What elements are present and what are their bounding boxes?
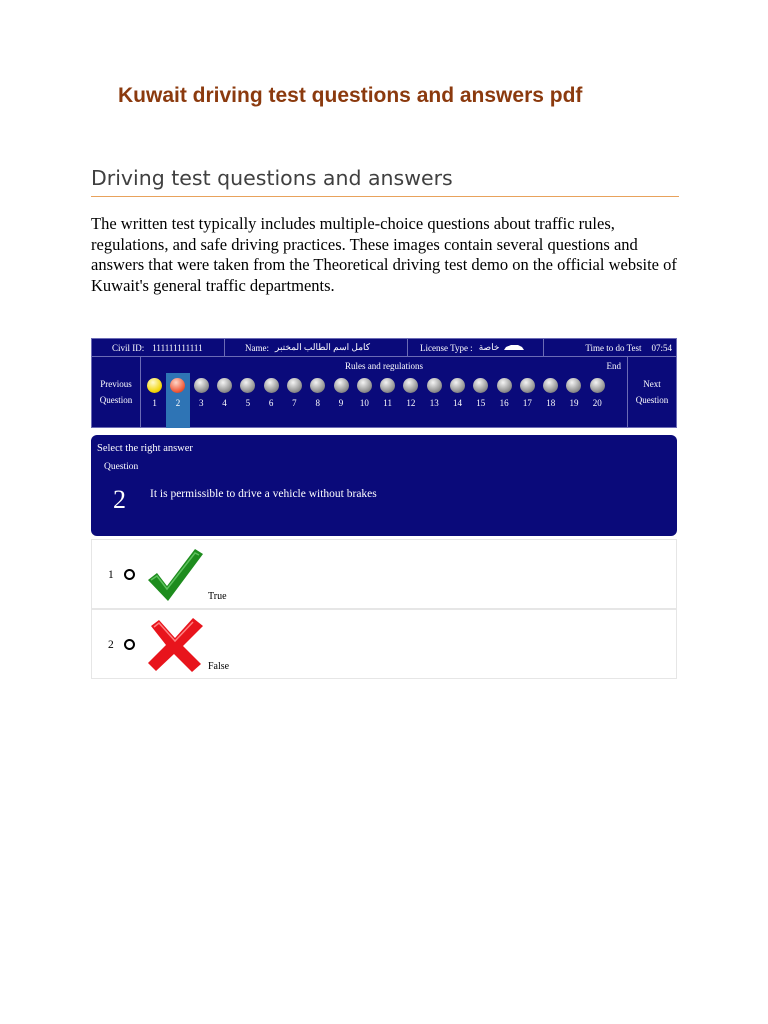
question-dot-2[interactable] (166, 373, 189, 428)
question-dot-13[interactable] (423, 373, 446, 428)
question-dot-number: 11 (383, 398, 392, 408)
x-mark-icon (145, 616, 205, 679)
civil-id-label: Civil ID: (112, 342, 145, 353)
question-dot-number: 12 (406, 398, 416, 408)
question-status-icon (334, 378, 349, 393)
question-status-icon (403, 378, 418, 393)
question-status-icon (170, 378, 185, 393)
civil-id-cell (92, 339, 225, 356)
answer-number: 1 (108, 569, 114, 581)
question-dot-5[interactable] (236, 373, 259, 428)
question-dots (143, 373, 625, 428)
license-label: License Type : (420, 342, 473, 353)
question-dot-number: 1 (152, 398, 157, 408)
next-label-line2: Question (635, 395, 669, 405)
license-value: خاصة (478, 342, 500, 352)
question-status-icon (497, 378, 512, 393)
question-status-icon (357, 378, 372, 393)
name-value: كامل اسم الطالب المختبر (275, 342, 371, 352)
question-label: Question (104, 462, 139, 472)
question-dot-4[interactable] (213, 373, 236, 428)
question-dot-18[interactable] (539, 373, 562, 428)
end-button[interactable]: End (606, 361, 621, 371)
license-cell (408, 339, 544, 356)
question-dot-number: 5 (245, 398, 251, 408)
question-dot-14[interactable] (446, 373, 469, 428)
question-dot-1[interactable] (143, 373, 166, 428)
answer-radio[interactable] (124, 569, 135, 580)
question-text: It is permissible to drive a vehicle without brakes (150, 488, 377, 500)
question-dot-number: 14 (453, 398, 462, 408)
time-label: Time to do Test (585, 342, 642, 353)
question-dot-number: 7 (292, 398, 297, 408)
question-status-icon (310, 378, 325, 393)
question-dot-9[interactable] (329, 373, 352, 428)
question-dot-number: 8 (315, 398, 320, 408)
question-dot-11[interactable] (376, 373, 399, 428)
question-instruction: Select the right answer (97, 443, 193, 454)
question-status-icon (147, 378, 162, 393)
question-dot-16[interactable] (492, 373, 515, 428)
question-status-icon (520, 378, 535, 393)
previous-label-line2: Question (99, 395, 133, 405)
check-mark-icon (145, 546, 205, 609)
question-status-icon (427, 378, 442, 393)
page-title: Kuwait driving test questions and answers pdf (118, 84, 583, 107)
question-dot-number: 15 (476, 398, 486, 408)
name-cell (225, 339, 408, 356)
question-status-icon (217, 378, 232, 393)
question-dot-number: 20 (592, 398, 602, 408)
section-title: Rules and regulations (345, 361, 423, 371)
next-question-button[interactable] (628, 357, 676, 427)
question-dot-7[interactable] (283, 373, 306, 428)
question-number: 2 (113, 485, 126, 514)
question-dots-panel (140, 357, 628, 427)
time-value: 07:54 (651, 342, 672, 353)
time-cell (544, 339, 676, 356)
answer-number: 2 (108, 639, 114, 651)
question-status-icon (566, 378, 581, 393)
question-dot-15[interactable] (469, 373, 492, 428)
question-status-icon (380, 378, 395, 393)
question-dot-number: 2 (175, 398, 181, 408)
question-navigator (91, 357, 677, 428)
car-icon (503, 343, 525, 353)
question-dot-19[interactable] (562, 373, 585, 428)
question-status-icon (590, 378, 605, 393)
question-dot-number: 9 (338, 398, 344, 408)
question-box (91, 435, 677, 536)
question-dot-number: 13 (429, 398, 439, 408)
intro-paragraph: The written test typically includes multiple-choice questions about traffic rules, regulations, and safe driving practices. These images contain several questions and answers that were taken from the Theoretical driving test demo on the official website of Kuwait's general traffic departments. (91, 214, 677, 295)
question-dot-number: 10 (359, 398, 369, 408)
question-status-icon (473, 378, 488, 393)
section-heading: Driving test questions and answers (91, 166, 679, 197)
question-dot-number: 3 (198, 398, 204, 408)
answer-label: True (208, 591, 227, 602)
question-dot-10[interactable] (353, 373, 376, 428)
question-dot-number: 18 (546, 398, 556, 408)
question-dot-8[interactable] (306, 373, 329, 428)
previous-label-line1: Previous (100, 379, 132, 389)
question-dot-20[interactable] (586, 373, 609, 428)
question-status-icon (194, 378, 209, 393)
question-dot-12[interactable] (399, 373, 422, 428)
question-dot-number: 19 (569, 398, 579, 408)
question-status-icon (543, 378, 558, 393)
question-dot-17[interactable] (516, 373, 539, 428)
answer-option-true[interactable] (91, 539, 677, 609)
next-label-line1: Next (643, 379, 661, 389)
question-dot-number: 16 (499, 398, 509, 408)
previous-question-button[interactable] (92, 357, 140, 427)
answer-label: False (208, 661, 230, 672)
question-dot-6[interactable] (259, 373, 282, 428)
name-label: Name: (245, 342, 269, 353)
exam-screenshot (91, 338, 677, 679)
answer-radio[interactable] (124, 639, 135, 650)
question-dot-number: 17 (522, 398, 532, 408)
question-dot-3[interactable] (190, 373, 213, 428)
question-status-icon (287, 378, 302, 393)
exam-info-bar (91, 338, 677, 357)
question-dot-number: 6 (268, 398, 274, 408)
question-status-icon (264, 378, 279, 393)
answer-option-false[interactable] (91, 609, 677, 679)
question-status-icon (450, 378, 465, 393)
civil-id-value: 111111111111 (152, 342, 203, 353)
question-status-icon (240, 378, 255, 393)
question-dot-number: 4 (222, 398, 227, 408)
